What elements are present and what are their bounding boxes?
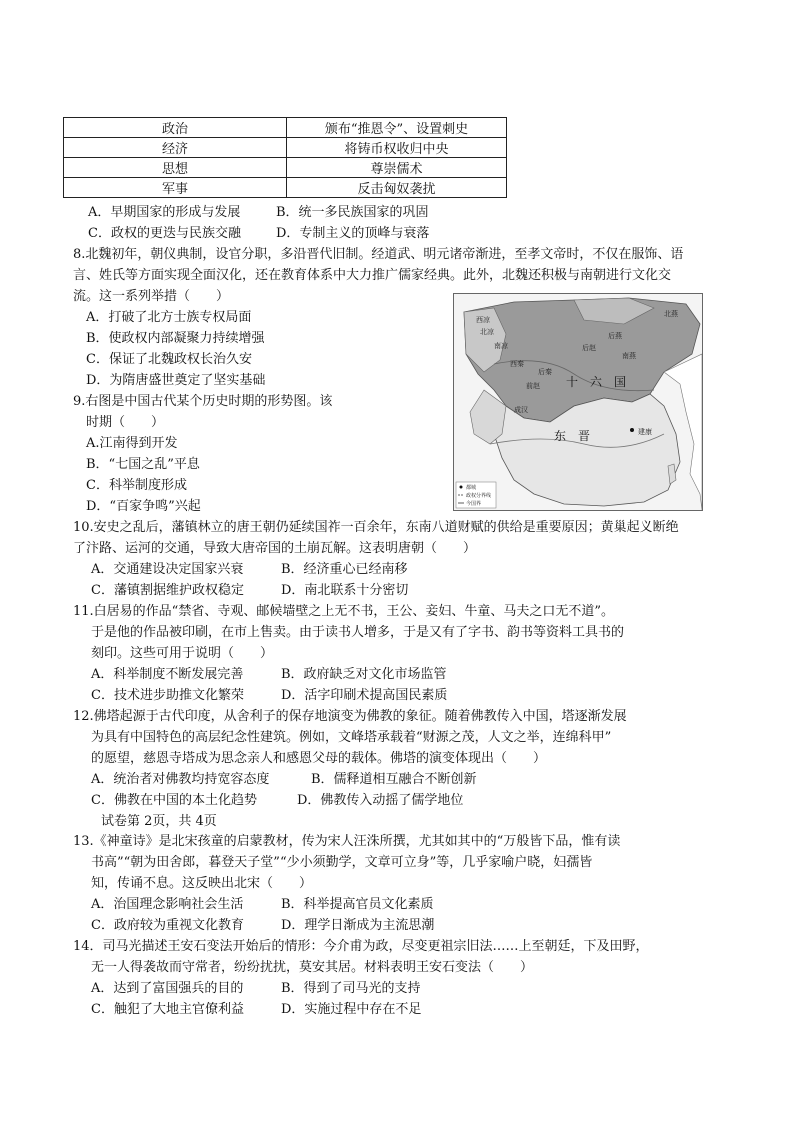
q12-stem-line: 为具有中国特色的高层纪念性建筑。例如，文峰塔承载着“财源之茂，人文之举，连绵科甲”	[91, 730, 612, 745]
q8-stem-line: 8.北魏初年，朝仪典制，设官分职，多沿晋代旧制。经道武、明元诸帝渐进，至孝文帝时，不仅在服饰、语	[73, 247, 684, 262]
q8-stem-line: 言、姓氏等方面实现全面汉化，还在教育体系中大力推广儒家经典。此外，北魏还积极与南朝进行文化交	[73, 268, 672, 283]
q8-option-c: C．保证了北魏政权长治久安	[86, 352, 252, 367]
map-label-eastern-jin: 东 晋	[554, 429, 591, 443]
q11-stem-line: 刻印。这些可用于说明（ ）	[91, 646, 274, 661]
q13-stem-line: 书高”“朝为田舍郎，暮登天子堂”“少小须勤学，文章可立身”等，几乎家喻户晓，妇孺皆	[91, 855, 593, 870]
q14-option-a: A．达到了富国强兵的目的	[91, 981, 244, 996]
map-label-nanyan: 南燕	[622, 352, 636, 360]
q11-option-b: B．政府缺乏对文化市场监管	[281, 667, 447, 682]
map-label-nanliang: 南凉	[494, 342, 508, 350]
table-cell-value: 反击匈奴袭扰	[287, 178, 507, 198]
map-label-beiliang: 北凉	[480, 328, 494, 336]
map-label-houzhao: 后赵	[582, 344, 596, 352]
capital-marker	[630, 428, 634, 432]
q8-stem-line: 流。这一系列举措（ ）	[73, 289, 230, 304]
q13-stem-line: 知，传诵不息。这反映出北宋（ ）	[91, 876, 313, 891]
table-cell-key: 军事	[64, 178, 287, 198]
q8-option-d: D．为隋唐盛世奠定了坚实基础	[86, 373, 266, 388]
map-label-qianzhao: 前赵	[526, 382, 540, 390]
page-footer: 试卷第 2页，共 4页	[101, 814, 217, 829]
q10-option-a: A．交通建设决定国家兴衰	[91, 562, 244, 577]
map-label-jiankang: 建康	[638, 428, 652, 436]
q7-option-c: C．政权的更迭与民族交融	[88, 226, 241, 241]
q10-option-c: C．藩镇割据维护政权稳定	[91, 583, 244, 598]
q14-option-c: C．触犯了大地主官僚利益	[91, 1002, 244, 1017]
q14-option-d: D．实施过程中存在不足	[281, 1002, 422, 1017]
q9-stem-line: 时期（ ）	[86, 415, 165, 430]
table-cell-key: 经济	[64, 138, 287, 158]
q9-option-a: A.江南得到开发	[86, 436, 178, 451]
table-row	[64, 118, 507, 138]
table-cell-value: 尊崇儒术	[287, 158, 507, 178]
legend-item: 都城	[466, 485, 477, 491]
table-cell-key: 思想	[64, 158, 287, 178]
q12-option-b: B．儒释道相互融合不断创新	[311, 772, 477, 787]
q7-option-d: D．专制主义的顶峰与衰落	[276, 226, 430, 241]
q13-option-c: C．政府较为重视文化教育	[91, 918, 244, 933]
q13-option-b: B．科举提高官员文化素质	[281, 897, 434, 912]
historical-map	[453, 293, 703, 511]
q12-option-d: D．佛教传入动摇了儒学地位	[297, 793, 464, 808]
q11-stem-line: 于是他的作品被印刷，在市上售卖。由于读书人增多，于是又有了字书、韵书等资料工具书的	[91, 625, 625, 640]
q9-option-d: D．“百家争鸣”兴起	[86, 499, 201, 514]
q8-option-b: B．使政权内部凝聚力持续增强	[86, 331, 265, 346]
q12-option-c: C．佛教在中国的本土化趋势	[91, 793, 257, 808]
map-label-xiqin: 西秦	[510, 360, 524, 368]
map-label-houqin: 后秦	[538, 368, 552, 376]
map-svg	[454, 294, 702, 510]
q13-option-a: A．治国理念影响社会生活	[91, 897, 244, 912]
q13-option-d: D．理学日渐成为主流思潮	[281, 918, 435, 933]
map-label-xiliang: 西凉	[476, 316, 490, 324]
table-cell-value: 颁布“推恩令”、设置刺史	[287, 118, 507, 138]
table-cell-key: 政治	[64, 118, 287, 138]
q11-option-a: A．科举制度不断发展完善	[91, 667, 244, 682]
q8-option-a: A．打破了北方士族专权局面	[86, 310, 252, 325]
table-cell-value: 将铸币权收归中央	[287, 138, 507, 158]
q11-stem-line: 11.白居易的作品“禁省、寺观、邮候墙壁之上无不书，王公、妾妇、牛童、马夫之口无不道”。	[73, 604, 614, 619]
q10-stem-line: 10.安史之乱后，藩镇林立的唐王朝仍延续国祚一百余年，东南八道财赋的供给是重要原因；黄巢起义断绝	[73, 520, 679, 535]
table-row	[64, 158, 507, 178]
q9-stem-line: 9.右图是中国古代某个历史时期的形势图。该	[73, 394, 333, 409]
q11-option-d: D．活字印刷术提高国民素质	[281, 688, 448, 703]
q12-stem-line: 的愿望，慈恩寺塔成为思念亲人和感恩父母的载体。佛塔的演变体现出（ ）	[91, 751, 547, 766]
q10-option-d: D．南北联系十分密切	[281, 583, 409, 598]
map-label-chenghan: 成汉	[514, 406, 528, 414]
q13-stem-line: 13.《神童诗》是北宋孩童的启蒙教材，传为宋人汪洙所撰，尤其如其中的“万般皆下品，惟有读	[73, 834, 621, 849]
q7-option-a: A．早期国家的形成与发展	[88, 205, 241, 220]
map-label-sixteen-kingdoms: 十 六 国	[566, 375, 627, 389]
q7-option-b: B．统一多民族国家的巩固	[276, 205, 429, 220]
legend-item: 今国界	[466, 501, 482, 507]
q9-option-c: C．科举制度形成	[86, 478, 187, 493]
policy-table	[63, 117, 507, 198]
legend-item: 政权分界线	[466, 493, 492, 499]
q10-option-b: B．经济重心已经南移	[281, 562, 408, 577]
map-label-beiyan: 北燕	[664, 310, 678, 318]
map-label-houyan: 后燕	[608, 332, 622, 340]
q10-stem-line: 了汴路、运河的交通，导致大唐帝国的土崩瓦解。这表明唐朝（ ）	[73, 541, 477, 556]
q14-stem-line: 14．司马光描述王安石变法开始后的情形：今介甫为政，尽变更祖宗旧法……上至朝廷，下及田野，	[73, 939, 649, 954]
q11-option-c: C．技术进步助推文化繁荣	[91, 688, 244, 703]
q12-option-a: A．统治者对佛教均持宽容态度	[91, 772, 270, 787]
legend-capital-icon	[460, 486, 463, 489]
q9-option-b: B．“七国之乱”平息	[86, 457, 200, 472]
table-row	[64, 178, 507, 198]
q14-stem-line: 无一人得袭故而守常者，纷纷扰扰，莫安其居。材料表明王安石变法（ ）	[91, 960, 534, 975]
q14-option-b: B．得到了司马光的支持	[281, 981, 421, 996]
table-row	[64, 138, 507, 158]
q12-stem-line: 12.佛塔起源于古代印度，从舍利子的保存地演变为佛教的象征。随着佛教传入中国，塔逐渐发展	[73, 709, 627, 724]
